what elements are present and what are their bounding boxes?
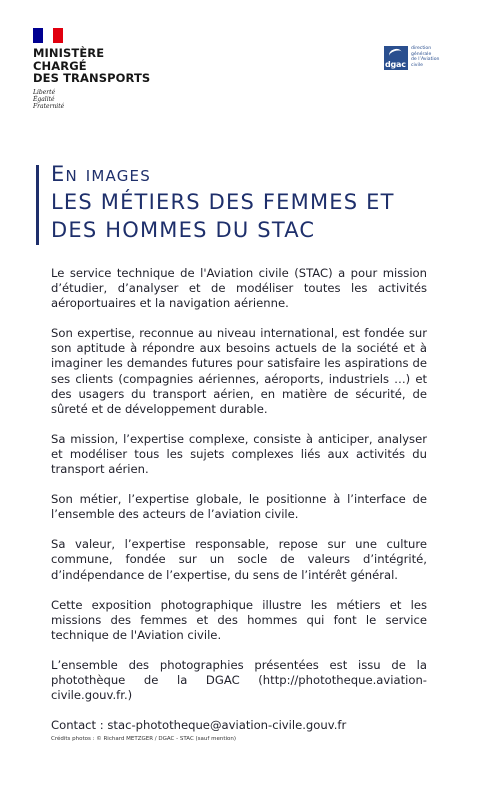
paragraph-contact: Contact : stac-phototheque@aviation-civile.gouv.fr [51,718,347,733]
ministry-line-3: DES TRANSPORTS [33,71,151,85]
dgac-text-line-2: générale [411,51,432,57]
flag-red [53,28,63,43]
paragraph-phototheque: L’ensemble des photographies présentées est issu de la photothèque de la DGAC (http://phototheque.aviation-civile.gouv.fr.) [51,657,427,703]
dgac-text-line-4: civile [411,62,423,68]
motto-line-2: Égalité [33,95,55,103]
paragraph-mission: Le service technique de l'Aviation civile (STAC) a pour mission d’étudier, d’analyser et de modéliser toutes les activités aéroportuaires et la navigation aérienne. [51,266,427,311]
body-text [51,266,427,748]
dgac-text-line-1: direction [411,46,432,51]
dgac-text-line-3: de l’Aviation [411,57,440,63]
paragraph-responsible-expertise: Sa valeur, l’expertise responsable, repose sur une culture commune, fondée sur un socle de valeurs d’intégrité, d’indépendance de l’expertise, du sens de l’intérêt général. [51,537,427,582]
dgac-logo [384,46,451,70]
dgac-bird-icon [384,46,408,70]
title-line-1: En images [51,162,151,186]
french-flag-icon [33,28,63,43]
ministry-line-1: MINISTÈRE [33,46,105,60]
flag-white [43,28,53,43]
flag-blue [33,28,43,43]
motto-line-3: Fraternité [33,102,65,110]
republic-motto [33,89,150,110]
motto-line-1: Liberté [33,88,56,96]
ministry-line-2: CHARGÉ [33,58,87,73]
title-line-3: DES HOMMES DU STAC [51,218,316,242]
page-title [51,160,471,244]
dgac-logo-text [411,46,451,68]
ministry-name [33,47,150,85]
paragraph-exhibition: Cette exposition photographique illustre les métiers et les missions des femmes et des hommes qui font le service technique de l'Aviation civile. [51,597,427,642]
paragraph-complex-expertise: Sa mission, l’expertise complexe, consiste à anticiper, analyser et modéliser tous les sujets complexes liés aux activités du transport aérien. [51,431,427,477]
paragraph-global-expertise: Son métier, l’expertise globale, le positionne à l’interface de l’ensemble des acteurs de l’aviation civile. [51,492,427,522]
paragraph-expertise: Son expertise, reconnue au niveau international, est fondée sur son aptitude à répondre aux besoins actuels de la société et à imaginer les demandes futures pour satisfaire les aspirations de ses clients (compagnies aériennes, aéroports, industriels …) et des usagers du transport aérien, en matière de sécurité, de sûreté et de développement durable. [51,326,427,416]
title-accent-bar [36,165,39,245]
dgac-mark-text: dgac [385,60,406,69]
photo-credits: Crédits photos : © Richard METZGER / DGAC - STAC (sauf mention) [51,736,236,742]
ministry-logo [33,28,150,110]
title-line-2: LES MÉTIERS DES FEMMES ET [51,190,395,214]
